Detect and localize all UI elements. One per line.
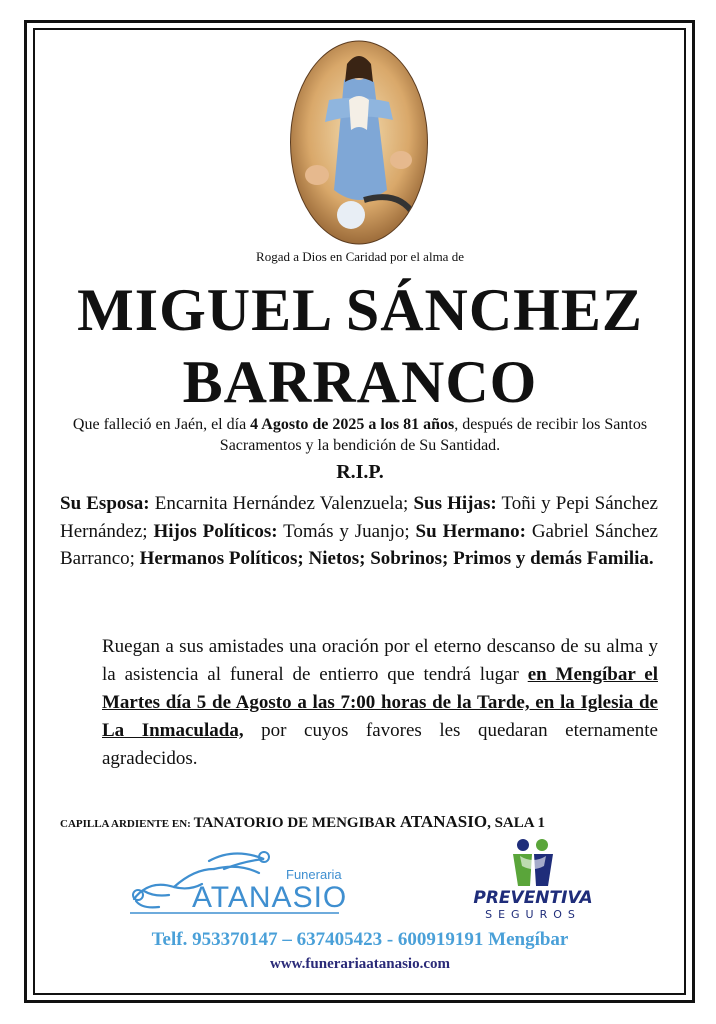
inlaws-label: Hijos Políticos: [153,520,278,542]
virgin-portrait-image [289,40,429,245]
intro-text: Rogad a Dios en Caridad por el alma de [256,249,464,264]
chapel-place: TANATORIO DE MENGIBAR [193,815,400,831]
preventiva-logo [458,836,608,924]
deceased-name-line2: BARRANCO [182,349,538,415]
chapel-brand: ATANASIO [399,812,488,831]
preventiva-text: PREVENTIVA [473,888,593,908]
death-notice [60,414,660,456]
atanasio-small-text: Funeraria [286,867,342,882]
death-text-2: , después de recibir los Santos Sacramentos y la bendición de Su Santidad. [219,416,648,454]
relatives-text: Hermanos Políticos; Nietos; Sobrinos; Primos y demás Familia. [139,548,654,569]
spouse-text: Encarnita Hernández Valenzuela; [149,493,414,514]
death-text-1: Que falleció en Jaén, el día [72,416,251,433]
obituary-card [40,36,680,991]
daughters-text: Toñi y Pepi Sánchez Hernández; [60,493,658,542]
brother-text: Gabriel Sánchez Barranco; [60,520,658,569]
death-date-age: 4 Agosto de 2025 a los 81 años [250,416,455,433]
seguros-text: SEGUROS [485,908,581,921]
preventiva-figure-icon [458,836,608,888]
atanasio-logo [114,839,354,921]
phone-numbers: Telf. 953370147 – 637405423 - 600919191 Mengíbar [151,929,569,950]
daughters-label: Sus Hijas: [413,493,497,514]
chapel-label: CAPILLA ARDIENTE EN: [60,818,194,830]
prayer-text-2: por cuyos favores les quedaran eternamente agradecidos. [102,720,658,769]
chapel-room: , SALA 1 [487,815,545,831]
family-list [60,490,658,573]
spouse-label: Su Esposa: [60,493,150,514]
chapel-line [60,812,660,832]
prayer-text-1: Ruegan a sus amistades una oración por el eterno descanso de su alma y la asistencia al funeral de entierro que tendrá lugar [102,636,658,685]
brother-label: Su Hermano: [415,520,526,542]
inlaws-text: Tomás y Juanjo; [277,520,416,542]
funeral-place: en Mengíbar el Martes día 5 de Agosto a las 7:00 horas de la Tarde, en la Iglesia de La Inmaculada, [102,664,658,741]
prayer-paragraph [102,633,658,773]
atanasio-big-text: ATANASIO [192,881,348,914]
rip-heading: R.I.P. [336,461,384,483]
website-link[interactable]: www.funerariaatanasio.com [270,956,450,972]
deceased-name-line1: MIGUEL SÁNCHEZ [77,277,643,343]
